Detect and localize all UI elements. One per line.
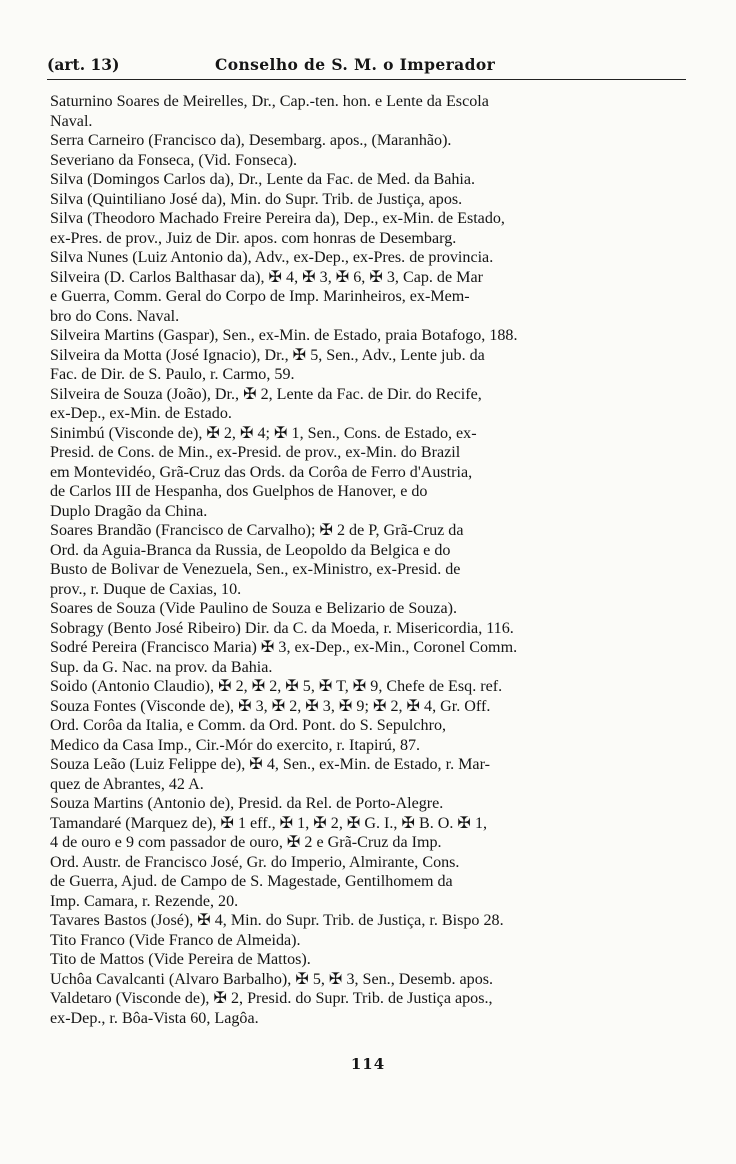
list-item	[50, 619, 686, 639]
entry-line: Severiano da Fonseca, (Vid. Fonseca).	[50, 151, 298, 169]
list-item	[50, 346, 686, 385]
entry-line: Medico da Casa Imp., Cir.-Mór do exercito, r. Itapirú, 87.	[50, 736, 421, 754]
list-item	[50, 131, 686, 151]
entry-line: ex-Pres. de prov., Juiz de Dir. apos. com honras de Desembarg.	[50, 229, 457, 247]
list-item	[50, 151, 686, 171]
list-item	[50, 931, 686, 951]
entry-line: 4 de ouro e 9 com passador de ouro, ✠ 2 e Grã-Cruz da Imp.	[50, 834, 442, 851]
entry-line: Ord. Corôa da Italia, e Comm. da Ord. Pont. do S. Sepulchro,	[50, 717, 447, 734]
entry-line: Silveira Martins (Gaspar), Sen., ex-Min. de Estado, praia Botafogo, 188.	[50, 327, 518, 344]
entry-line: e Guerra, Comm. Geral do Corpo de Imp. Marinheiros, ex-Mem-	[50, 288, 470, 305]
list-item	[50, 326, 686, 346]
entry-line: Busto de Bolivar de Venezuela, Sen., ex-Ministro, ex-Presid. de	[50, 561, 461, 578]
entry-line: Presid. de Cons. de Min., ex-Presid. de prov., ex-Min. do Brazil	[50, 444, 461, 461]
entry-line: Soido (Antonio Claudio), ✠ 2, ✠ 2, ✠ 5, ✠ T, ✠ 9, Chefe de Esq. ref.	[50, 678, 503, 695]
list-item	[50, 521, 686, 599]
entry-line: Ord. Austr. de Francisco José, Gr. do Imperio, Almirante, Cons.	[50, 853, 460, 871]
entry-line: Souza Fontes (Visconde de), ✠ 3, ✠ 2, ✠ 3, ✠ 9; ✠ 2, ✠ 4, Gr. Off.	[50, 697, 491, 715]
entry-line: Soares de Souza (Vide Paulino de Souza e Belizario de Souza).	[50, 600, 458, 617]
entry-line: Silveira (D. Carlos Balthasar da), ✠ 4, ✠ 3, ✠ 6, ✠ 3, Cap. de Mar	[50, 268, 483, 286]
entry-line: em Montevidéo, Grã-Cruz das Ords. da Corôa de Ferro d'Austria,	[50, 463, 473, 481]
entry-line: Sup. da G. Nac. na prov. da Bahia.	[50, 658, 273, 676]
entry-line: Imp. Camara, r. Rezende, 20.	[50, 892, 239, 910]
entry-line: Silva (Domingos Carlos da), Dr., Lente da Fac. de Med. da Bahia.	[50, 171, 476, 188]
entry-line: Uchôa Cavalcanti (Alvaro Barbalho), ✠ 5, ✠ 3, Sen., Desemb. apos.	[50, 970, 494, 988]
entry-line: de Carlos III de Hespanha, dos Guelphos de Hanover, e do	[50, 483, 428, 500]
list-item	[50, 970, 686, 990]
entry-line: Soares Brandão (Francisco de Carvalho); ✠ 2 de P, Grã-Cruz da	[50, 522, 464, 539]
list-item	[50, 638, 686, 677]
entry-line: Tamandaré (Marquez de), ✠ 1 eff., ✠ 1, ✠ 2, ✠ G. I., ✠ B. O. ✠ 1,	[50, 814, 488, 832]
entry-line: Naval.	[50, 112, 93, 130]
list-item	[50, 755, 686, 794]
list-item	[50, 697, 686, 756]
entry-line: Ord. da Aguia-Branca da Russia, de Leopoldo da Belgica e do	[50, 541, 451, 559]
entry-line: Souza Leão (Luiz Felippe de), ✠ 4, Sen., ex-Min. de Estado, r. Mar-	[50, 756, 490, 773]
entry-line: Sodré Pereira (Francisco Maria) ✠ 3, ex-Dep., ex-Min., Coronel Comm.	[50, 639, 518, 656]
list-item	[50, 599, 686, 619]
running-title: Conselho de S. M. o Imperador	[215, 55, 496, 74]
entry-line: Sobragy (Bento José Ribeiro) Dir. da C. da Moeda, r. Misericordia, 116.	[50, 619, 514, 637]
list-item	[50, 190, 686, 210]
list-item	[50, 794, 686, 814]
entry-line: Silva Nunes (Luiz Antonio da), Adv., ex-Dep., ex-Pres. de provincia.	[50, 249, 494, 266]
list-item	[50, 989, 686, 1028]
entry-line: Silva (Quintiliano José da), Min. do Supr. Trib. de Justiça, apos.	[50, 190, 463, 208]
entry-line: Tito Franco (Vide Franco de Almeida).	[50, 931, 301, 949]
entry-line: Sinimbú (Visconde de), ✠ 2, ✠ 4; ✠ 1, Sen., Cons. de Estado, ex-	[50, 424, 477, 442]
entry-line: Saturnino Soares de Meirelles, Dr., Cap.-ten. hon. e Lente da Escola	[50, 93, 489, 110]
entry-line: Fac. de Dir. de S. Paulo, r. Carmo, 59.	[50, 366, 295, 383]
entry-line: bro do Cons. Naval.	[50, 307, 180, 325]
list-item	[50, 248, 686, 268]
entry-line: Souza Martins (Antonio de), Presid. da Rel. de Porto-Alegre.	[50, 795, 444, 812]
entry-line: ex-Dep., ex-Min. de Estado.	[50, 405, 232, 422]
entry-line: Duplo Dragão da China.	[50, 502, 208, 520]
entry-line: prov., r. Duque de Caxias, 10.	[50, 580, 242, 598]
list-item	[50, 170, 686, 190]
running-header	[47, 53, 686, 80]
list-item	[50, 677, 686, 697]
entry-line: Silva (Theodoro Machado Freire Pereira da), Dep., ex-Min. de Estado,	[50, 210, 505, 227]
entry-line: Tavares Bastos (José), ✠ 4, Min. do Supr. Trib. de Justiça, r. Bispo 28.	[50, 912, 504, 929]
entry-line: Tito de Mattos (Vide Pereira de Mattos).	[50, 951, 311, 968]
list-item	[50, 92, 686, 131]
entry-line: Valdetaro (Visconde de), ✠ 2, Presid. do Supr. Trib. de Justiça apos.,	[50, 990, 493, 1007]
entry-line: de Guerra, Ajud. de Campo de S. Magestade, Gentilhomem da	[50, 873, 453, 890]
list-item	[50, 950, 686, 970]
section-reference: (art. 13)	[47, 55, 120, 74]
list-item	[50, 385, 686, 424]
list-item	[50, 209, 686, 248]
page-number: 114	[350, 1055, 386, 1073]
entry-line: Serra Carneiro (Francisco da), Desembarg. apos., (Maranhão).	[50, 132, 452, 149]
list-item	[50, 911, 686, 931]
entry-list	[50, 92, 686, 1028]
entry-line: quez de Abrantes, 42 A.	[50, 775, 204, 793]
list-item	[50, 424, 686, 522]
entry-line: ex-Dep., r. Bôa-Vista 60, Lagôa.	[50, 1009, 259, 1027]
entry-line: Silveira de Souza (João), Dr., ✠ 2, Lente da Fac. de Dir. do Recife,	[50, 385, 482, 403]
list-item	[50, 268, 686, 327]
list-item	[50, 814, 686, 912]
entry-line: Silveira da Motta (José Ignacio), Dr., ✠ 5, Sen., Adv., Lente jub. da	[50, 346, 485, 364]
